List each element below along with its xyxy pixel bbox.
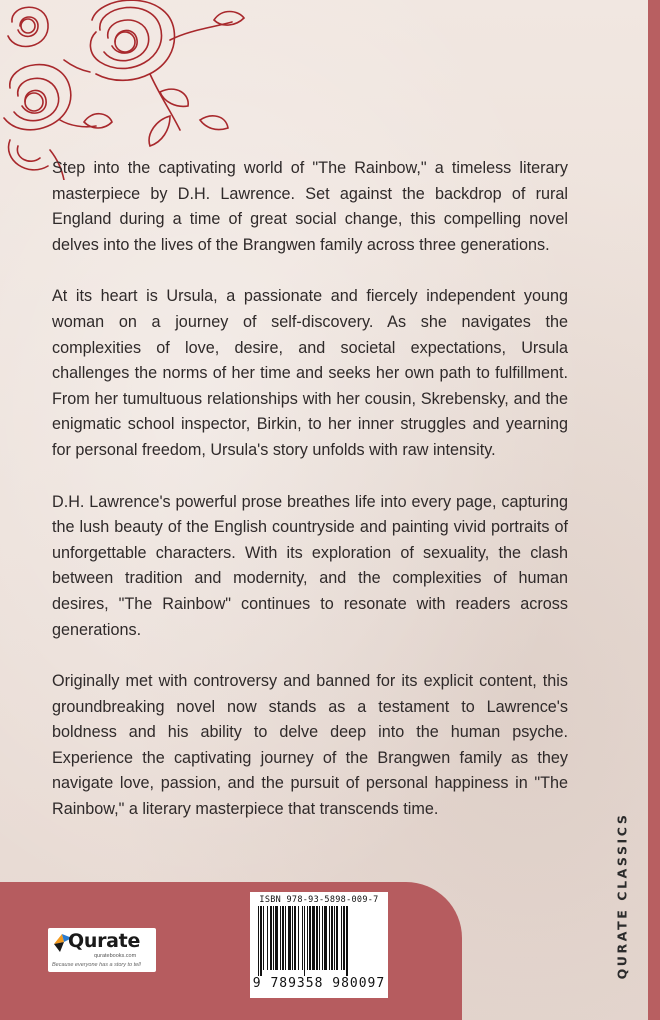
barcode-bar	[263, 906, 264, 970]
spine-edge-strip	[648, 0, 660, 1020]
barcode-bar	[258, 906, 259, 976]
description-paragraph-4: Originally met with controversy and banned for its explicit content, this groundbreaking novel now stands as a testament to Lawrence's boldness and his ability to delve deep into the human psyche. Experience the captivating journey of the Brangwen family as they navigate love, passion, and the pursuit of personal happiness in "The Rainbow," a literary masterpiece that transcends time.	[52, 672, 568, 819]
imprint-text: QURATE CLASSICS	[614, 812, 630, 980]
barcode-bar	[288, 906, 291, 970]
barcode-bar	[343, 906, 345, 970]
barcode-bar	[322, 906, 323, 970]
barcode-bar	[260, 906, 262, 976]
book-description	[52, 156, 568, 849]
barcode-bar	[307, 906, 308, 970]
barcode-bar	[334, 906, 335, 970]
barcode-bar	[316, 906, 318, 970]
barcode-bar	[298, 906, 299, 970]
barcode-bar	[304, 906, 305, 976]
barcode-bar	[331, 906, 333, 970]
barcode-bar	[280, 906, 281, 970]
barcode-bar	[302, 906, 303, 970]
isbn-barcode-block	[250, 892, 388, 998]
barcode-bar	[329, 906, 330, 970]
isbn-label: ISBN 978-93-5898-009-7	[259, 895, 379, 905]
barcode-bar	[270, 906, 272, 970]
barcode-bar	[267, 906, 268, 970]
barcode-bar	[341, 906, 342, 970]
barcode-bar	[285, 906, 286, 970]
barcode-bar	[346, 906, 348, 976]
publisher-logo-site: quratebooks.com	[94, 953, 137, 959]
description-paragraph-2: At its heart is Ursula, a passionate and fiercely independent young woman on a journey of self-discovery. As she navigates the complexities of love, desire, and societal expectations, Ursula challenges the norms of her time and seeks her own path to fulfillment. From her tumultuous relationships with her cousin, Skrebensky, and the enigmatic school inspector, Birkin, to her inner struggles and yearning for personal freedom, Ursula's story unfolds with raw intensity.	[52, 287, 568, 459]
publisher-logo-tagline: Because everyone has a story to tell	[52, 962, 141, 968]
barcode-bar	[324, 906, 327, 970]
barcode-icon	[256, 906, 382, 976]
barcode-bar	[275, 906, 278, 970]
barcode-bar	[282, 906, 284, 970]
publisher-logo	[48, 928, 156, 972]
barcode-bar	[319, 906, 320, 970]
imprint-vertical-label	[612, 796, 632, 996]
barcode-digits: 9 789358 980097	[252, 976, 386, 991]
barcode-bar	[292, 906, 293, 970]
barcode-bar	[294, 906, 296, 970]
publisher-logo-word: Qurate	[68, 930, 141, 952]
barcode-bar	[336, 906, 338, 970]
description-paragraph-1: Step into the captivating world of "The Rainbow," a timeless literary masterpiece by D.H. Lawrence. Set against the backdrop of rural England during a time of great social change, this compelling novel delves into the lives of the Brangwen family across three generations.	[52, 159, 568, 254]
barcode-bar	[312, 906, 315, 970]
description-paragraph-3: D.H. Lawrence's powerful prose breathes life into every page, capturing the lush beauty of the English countryside and painting vivid portraits of unforgettable characters. With its exploration of sexuality, the clash between tradition and modernity, and the complexities of human desires, "The Rainbow" continues to resonate with readers across generations.	[52, 492, 568, 639]
rose-illustration-icon	[0, 0, 260, 180]
barcode-bar	[273, 906, 274, 970]
barcode-bar	[309, 906, 311, 970]
